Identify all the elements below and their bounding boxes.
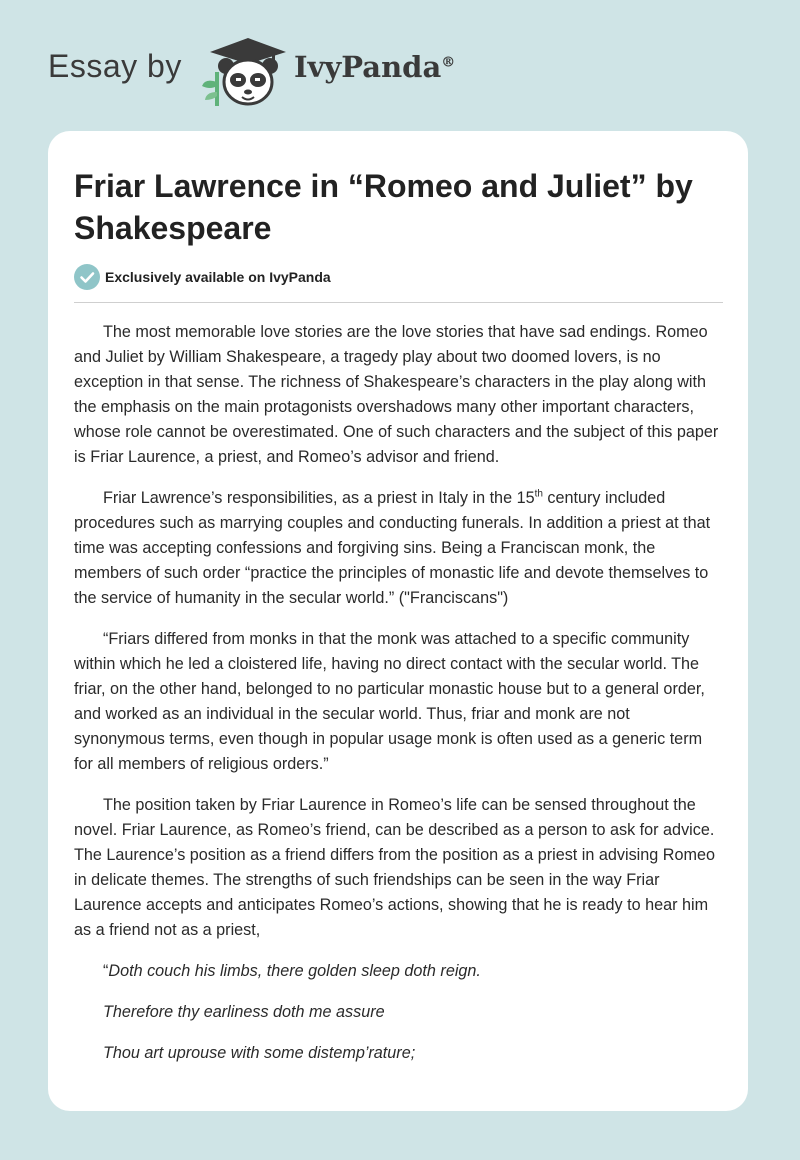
panda-logo-icon[interactable] [200, 36, 290, 110]
quote-line-2: Therefore thy earliness doth me assure [103, 1003, 385, 1021]
essay-title: Friar Lawrence in “Romeo and Juliet” by Shakespeare [74, 168, 693, 246]
essay-card [48, 131, 748, 1111]
essay-body [74, 320, 724, 1082]
quote-open-mark: “ [103, 962, 109, 980]
divider [74, 302, 723, 303]
paragraph-2: Friar Lawrence’s responsibilities, as a priest in Italy in the 15th century included procedures such as marrying couples and conducting funerals. In addition a priest at that time was accepting confessions and forgiving sins. Being a Franciscan monk, the members of such order “practice the principles of monastic life and devote themselves to the service of humanity in the secular world.” ("Franciscans") [74, 488, 711, 607]
registered-mark: ® [441, 54, 456, 71]
quote-line-1: “Doth couch his limbs, there golden sleep doth reign. [103, 962, 481, 980]
exclusive-badge-label: Exclusively available on IvyPanda [105, 269, 331, 285]
brand-prefix: Essay by [48, 48, 182, 84]
quote-line-3: Thou art uprouse with some distemp’rature; [103, 1044, 416, 1062]
checkmark-icon [74, 264, 100, 290]
site-header [0, 0, 800, 130]
brand-name: IvyPanda® [294, 50, 456, 84]
paragraph-1: The most memorable love stories are the love stories that have sad endings. Romeo and Juliet by William Shakespeare, a tragedy play about two doomed lovers, is no exception in that sense. The richness of Shakespeare’s characters in the play along with the emphasis on the main protagonists overshadows many other important characters, whose role cannot be overestimated. One of such characters and the subject of this paper is Friar Laurence, a priest, and Romeo’s advisor and friend. [74, 323, 719, 466]
paragraph-4: The position taken by Friar Laurence in Romeo’s life can be sensed throughout the novel. Friar Laurence, as Romeo’s friend, can be described as a person to ask for advice. The Laurence’s position as a friend differs from the position as a priest in advising Romeo in delicate themes. The strengths of such friendships can be seen in the way Friar Laurence accepts and anticipates Romeo’s actions, showing that he is ready to hear him as a friend not as a priest, [74, 796, 715, 939]
paragraph-3: “Friars differed from monks in that the monk was attached to a specific community within which he led a cloistered life, having no direct contact with the secular world. The friar, on the other hand, belonged to no particular monastic house but to a general order, and worked as an individual in the secular world. Thus, friar and monk are not synonymous terms, even though in popular usage monk is often used as a generic term for all members of religious orders.” [74, 630, 705, 773]
